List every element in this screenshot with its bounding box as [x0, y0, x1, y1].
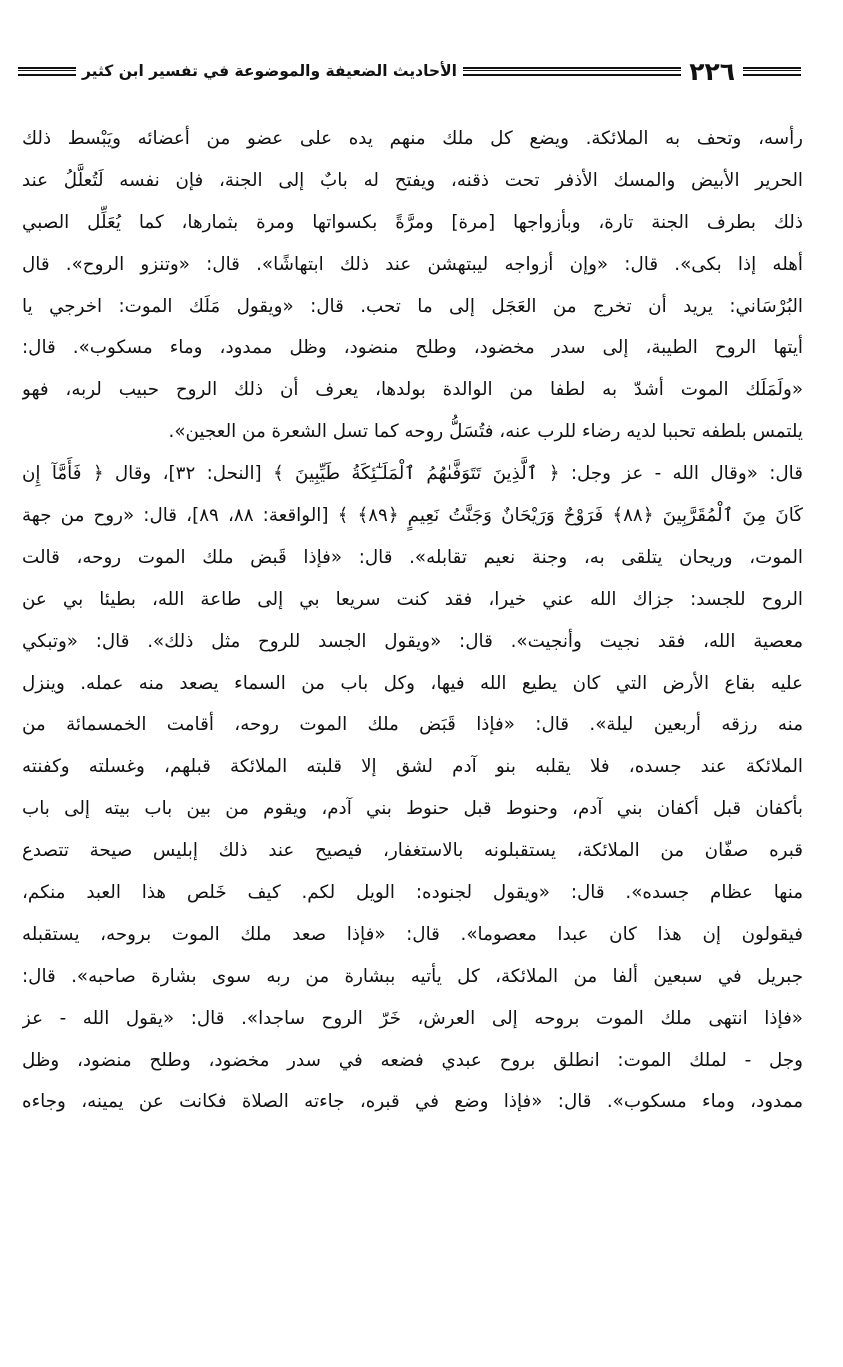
text-line: عليه بقاع الأرض التي كان يطيع الله فيها، وكل باب من السماء يصعد منه عمله. وينزل [22, 672, 803, 694]
text-line: البُرْسَاني: يريد أن تخرج من العَجَل إلى ما تحب. قال: «ويقول مَلَك الموت: اخرجي يا [22, 295, 803, 317]
body-text [22, 118, 803, 1123]
header-rule-left [18, 67, 76, 76]
text-line: أيتها الروح الطيبة، إلى سدر مخضود، وطلح منضود، وظل ممدود، وماء مسكوب». قال: [22, 337, 803, 359]
text-line: بأكفان قبل أكفان بني آدم، وحنوط قبل حنوط بني آدم، ويقوم من بين باب بيته إلى باب [22, 798, 803, 820]
page-header [18, 56, 801, 86]
text-line: رأسه، وتحف به الملائكة. ويضع كل ملك منهم يده على عضو من أعضائه ويَبْسط ذلك [22, 128, 803, 149]
text-line: قبره صفّان من الملائكة، يستقبلونه بالاستغفار، فيصيح عند ذلك إبليس صيحة تتصدع [22, 840, 803, 862]
text-line: كَانَ مِنَ ٱلْمُقَرَّبِينَ ﴿٨٨﴾ فَرَوْحٌ وَرَيْحَانٌ وَجَنَّتُ نَعِيمٍ ﴿٨٩﴾ ﴾ [الواقعة: ٨٨، ٨٩]، قال: «روح من جهة [22, 505, 803, 527]
text-line: معصية الله، فقد نجيت وأنجيت». قال: «ويقول الجسد للروح مثل ذلك». قال: «وتبكي [22, 630, 803, 652]
text-line: فيقولون إن هذا كان عبدا معصوما». قال: «فإذا صعد ملك الموت بروحه، يستقبله [22, 923, 803, 945]
text-line: قال: «وقال الله - عز وجل: ﴿ ٱلَّذِينَ تَتَوَفَّىٰهُمُ ٱلْمَلَـٰٓئِكَةُ طَيِّبِينَ ﴾ [النحل: ٣٢]، وقال ﴿ فَأَمَّآ إِن [22, 463, 803, 485]
text-line: ممدود، وماء مسكوب». قال: «فإذا وضع في قبره، جاءته الصلاة فكانت عن يمينه، وجاءه [22, 1091, 803, 1113]
text-line: منها عظام جسده». قال: «ويقول لجنوده: الويل لكم. كيف خَلص هذا العبد منكم، [22, 882, 803, 904]
text-line: الروح للجسد: جزاك الله عني خيرا، فقد كنت سريعا بي إلى طاعة الله، بطيئا بي عن [22, 588, 803, 610]
text-line: ذلك بطرف الجنة تارة، وبأزواجها [مرة] ومرَّةً بكسواتها ومرة بثمارها، كما يُعَلِّل الصبي [22, 211, 803, 233]
text-line: يلتمس بلطفه تحببا لديه رضاء للرب عنه، فتُسَلُّ روحه كما تسل الشعرة من العجين». [168, 421, 803, 443]
text-line: «ولَمَلَك الموت أشدّ به لطفا من الوالدة بولدها، يعرف أن ذلك الروح حبيب لربه، فهو [22, 379, 803, 401]
text-line: جبريل في سبعين ألفا من الملائكة، كل يأتيه ببشارة من ربه سوى بشارة صاحبه». قال: [22, 965, 803, 987]
text-line: وجل - لملك الموت: انطلق بروح عبدي فضعه في سدر مخضود، وطلح منضود، وظل [22, 1049, 803, 1071]
text-line: منه رزقه أربعين ليلة». قال: «فإذا قَبَض ملك الموت روحه، أقامت الخمسمائة من [22, 714, 803, 736]
running-title: الأحاديث الضعيفة والموضوعة في تفسير ابن كثير [82, 62, 457, 80]
text-line: الموت، وريحان يتلقى به، وجنة نعيم تقابله». قال: «فإذا قَبض ملك الموت روحه، قالت [22, 546, 803, 568]
page-number: ٢٢٦ [689, 56, 735, 86]
text-line: الملائكة عند جسده، فلا يقلبه بنو آدم لشق إلا قلبته الملائكة قبلهم، وغسلته وكفنته [22, 756, 803, 778]
text-line: «فإذا انتهى ملك الموت بروحه إلى العرش، خَرّ الروح ساجدا». قال: «يقول الله - عز [22, 1007, 803, 1029]
text-line: أهله إذا بكى». قال: «وإن أزواجه ليبتهشن عند ذلك ابتهاشًا». قال: «وتنزو الروح». قال [22, 253, 803, 275]
header-rule-middle [463, 67, 681, 76]
text-line: الحرير الأبيض والمسك الأذفر تحت ذقنه، ويفتح له بابٌ إلى الجنة، فإن نفسه لَتُعلَّلُ عند [22, 169, 803, 191]
header-rule-right [743, 67, 801, 76]
